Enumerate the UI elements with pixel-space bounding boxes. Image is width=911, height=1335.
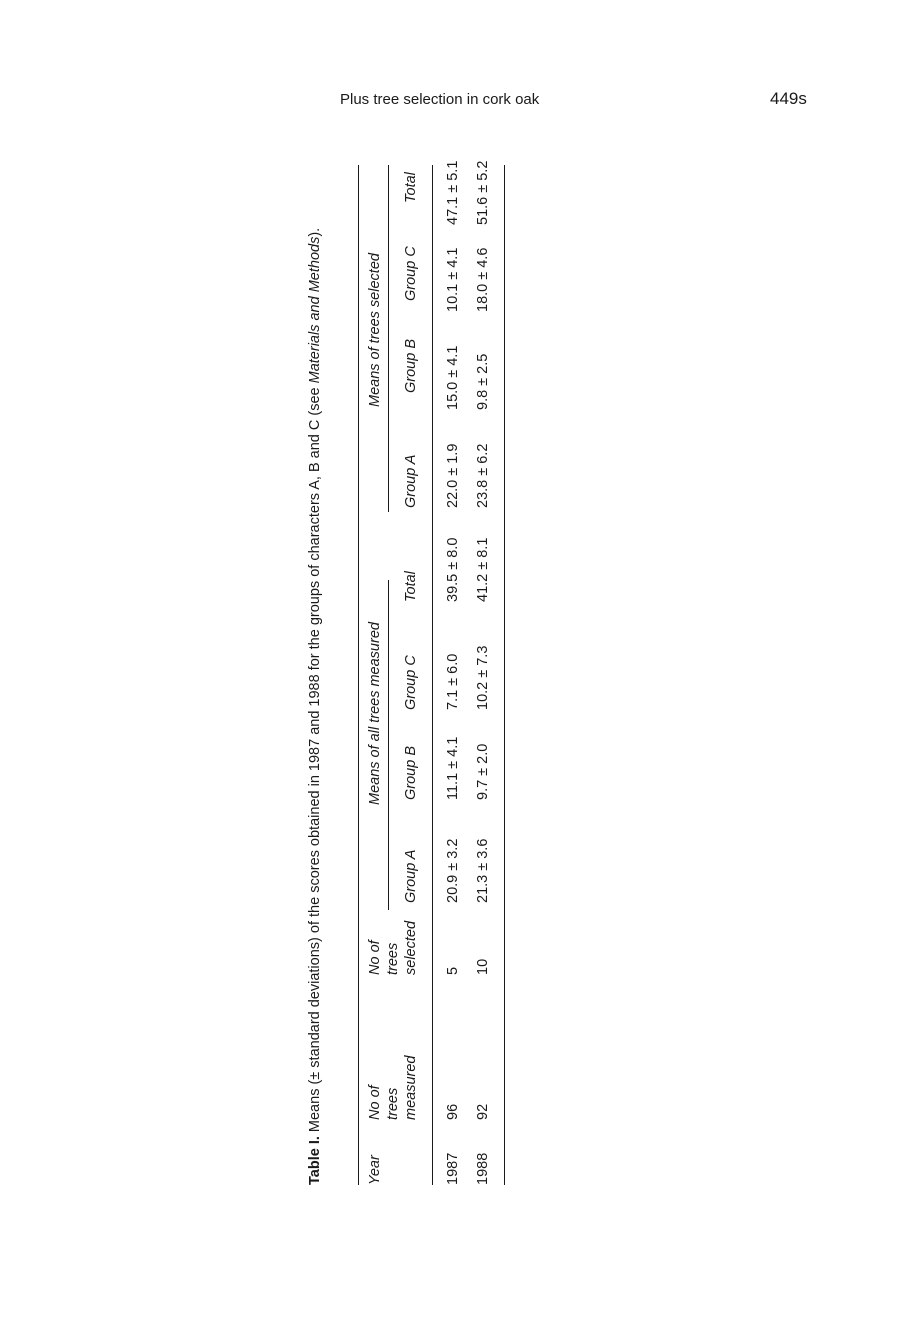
header-selected-line-3: selected <box>403 920 419 975</box>
row-1988-sel-group-a: 23.8 ± 6.2 <box>475 443 491 508</box>
header-measured-line-1: No of <box>367 1085 383 1120</box>
row-1988-all-group-c: 10.2 ± 7.3 <box>475 645 491 710</box>
row-1987-sel-group-b: 15.0 ± 4.1 <box>445 345 461 410</box>
row-1988-all-group-a: 21.3 ± 3.6 <box>475 838 491 903</box>
header-measured-line-3: measured <box>403 1055 419 1120</box>
row-1987-all-total: 39.5 ± 8.0 <box>445 537 461 602</box>
row-1988-sel-total: 51.6 ± 5.2 <box>475 160 491 225</box>
row-1987-selected: 5 <box>445 966 461 975</box>
row-1987-sel-group-c: 10.1 ± 4.1 <box>445 247 461 312</box>
caption-text-2: ). <box>307 227 323 237</box>
header-group-all-measured: Means of all trees measured <box>367 622 383 805</box>
header-trees-measured <box>366 1056 420 1120</box>
table-top-rule <box>358 165 359 1185</box>
row-1988-selected: 10 <box>475 958 491 975</box>
running-title: Plus tree selection in cork oak <box>340 91 540 108</box>
row-1988-sel-group-b: 9.8 ± 2.5 <box>475 353 491 410</box>
header-sel-group-a: Group A <box>403 454 419 508</box>
caption-label: Table I. <box>307 1136 323 1185</box>
caption-ref: Materials and Methods <box>307 236 323 384</box>
header-measured-line-2: trees <box>385 1087 401 1120</box>
table-header-rule <box>432 165 433 1185</box>
caption-text-1: Means (± standard deviations) of the scores obtained in 1987 and 1988 for the groups of characters A, B and C (see <box>307 383 323 1137</box>
header-all-group-a: Group A <box>403 849 419 903</box>
row-1987-all-group-a: 20.9 ± 3.2 <box>445 838 461 903</box>
subrule-trees-selected <box>388 165 389 512</box>
header-all-group-c: Group C <box>403 655 419 710</box>
header-selected-line-2: trees <box>385 942 401 975</box>
rotated-table-block <box>306 160 556 1185</box>
row-1987-measured: 96 <box>445 1103 461 1120</box>
header-all-group-b: Group B <box>403 746 419 800</box>
page-number: 449s <box>770 89 807 108</box>
row-1988-all-total: 41.2 ± 8.1 <box>475 537 491 602</box>
row-1987-sel-total: 47.1 ± 5.1 <box>445 160 461 225</box>
row-1988-measured: 92 <box>475 1103 491 1120</box>
table-bottom-rule <box>504 165 505 1185</box>
header-year: Year <box>367 1155 383 1185</box>
header-trees-selected <box>366 921 420 975</box>
row-1987-all-group-b: 11.1 ± 4.1 <box>445 736 461 800</box>
row-1988-year: 1988 <box>475 1152 491 1185</box>
header-sel-total: Total <box>403 172 419 203</box>
table-caption <box>306 165 324 1185</box>
header-selected-line-1: No of <box>367 940 383 975</box>
row-1987-all-group-c: 7.1 ± 6.0 <box>445 653 461 710</box>
subrule-all-measured <box>388 580 389 910</box>
row-1987-sel-group-a: 22.0 ± 1.9 <box>445 443 461 508</box>
header-all-total: Total <box>403 571 419 602</box>
row-1988-sel-group-c: 18.0 ± 4.6 <box>475 247 491 312</box>
row-1988-all-group-b: 9.7 ± 2.0 <box>475 743 491 800</box>
header-sel-group-b: Group B <box>403 339 419 393</box>
header-group-trees-selected: Means of trees selected <box>367 253 383 407</box>
row-1987-year: 1987 <box>445 1152 461 1185</box>
header-sel-group-c: Group C <box>403 246 419 301</box>
